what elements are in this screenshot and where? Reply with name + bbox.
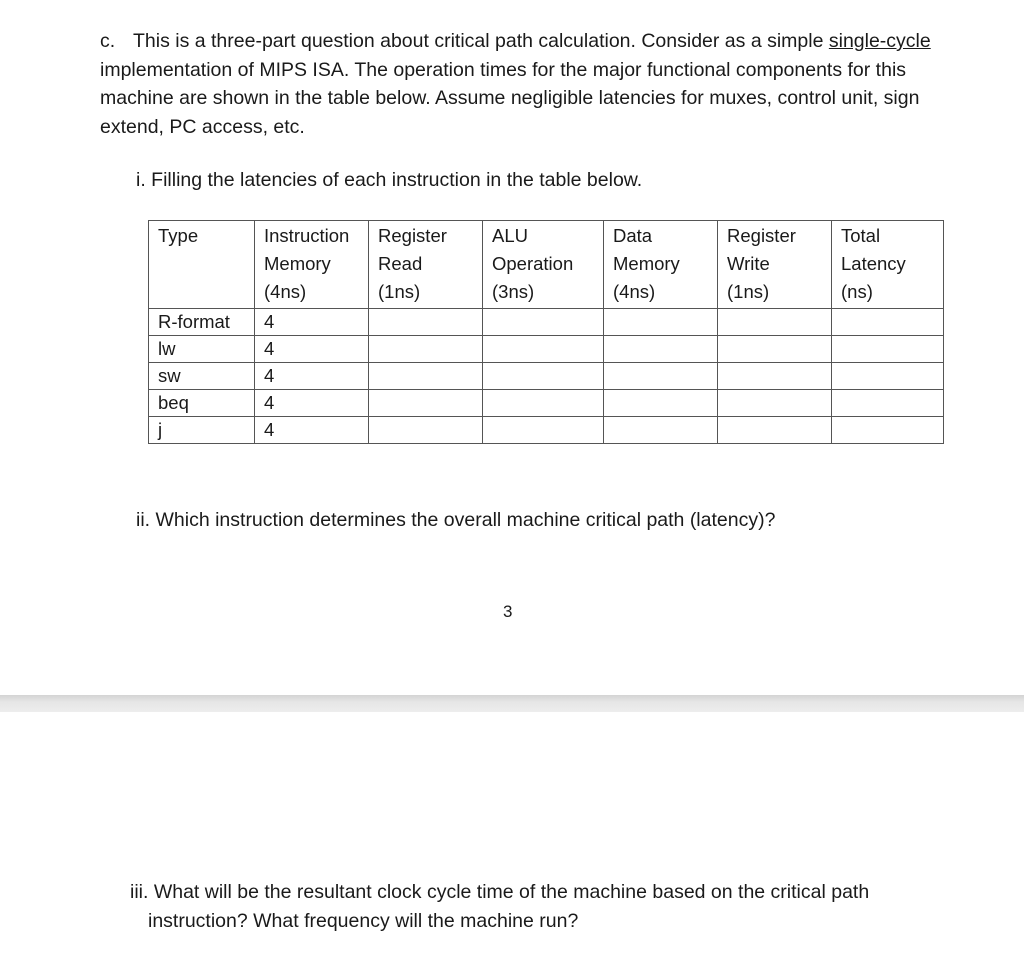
- cell-instruction-memory: 4: [255, 363, 369, 390]
- single-cycle-term: single-cycle: [828, 30, 931, 52]
- cell-register-read[interactable]: [369, 390, 483, 417]
- cell-type: sw: [149, 363, 255, 390]
- table-row: [149, 363, 944, 390]
- table-row: [149, 336, 944, 363]
- latency-table: [148, 220, 944, 444]
- cell-total-latency[interactable]: [832, 417, 944, 444]
- intro-text-start: This is a three-part question about critical path calculation. Consider as a simple: [133, 30, 829, 52]
- cell-type: j: [149, 417, 255, 444]
- header-register-read: Register Read (1ns): [369, 221, 483, 309]
- cell-alu-operation[interactable]: [483, 417, 604, 444]
- header-alu-operation: ALU Operation (3ns): [483, 221, 604, 309]
- part-iii-prompt: [130, 878, 950, 935]
- cell-type: R-format: [149, 309, 255, 336]
- page-break-divider: [0, 695, 1024, 712]
- header-total-latency: Total Latency (ns): [832, 221, 944, 309]
- cell-data-memory[interactable]: [604, 309, 718, 336]
- cell-register-read[interactable]: [369, 336, 483, 363]
- cell-data-memory[interactable]: [604, 363, 718, 390]
- table-row: [149, 390, 944, 417]
- header-type: Type: [149, 221, 255, 309]
- header-data-memory: Data Memory (4ns): [604, 221, 718, 309]
- table-row: [149, 309, 944, 336]
- cell-total-latency[interactable]: [832, 363, 944, 390]
- cell-register-read[interactable]: [369, 309, 483, 336]
- cell-alu-operation[interactable]: [483, 309, 604, 336]
- cell-register-write[interactable]: [718, 390, 832, 417]
- cell-instruction-memory: 4: [255, 390, 369, 417]
- cell-alu-operation[interactable]: [483, 390, 604, 417]
- cell-register-read[interactable]: [369, 417, 483, 444]
- cell-data-memory[interactable]: [604, 390, 718, 417]
- header-instruction-memory: Instruction Memory (4ns): [255, 221, 369, 309]
- cell-type: lw: [149, 336, 255, 363]
- question-marker: c.: [100, 30, 116, 52]
- part-iii-line-1: iii. What will be the resultant clock cycle time of the machine based on the critical path: [130, 881, 870, 903]
- intro-text-end: implementation of MIPS ISA. The operation times for the major functional components for this machine are shown in the table below. Assume negligible latencies for muxes, control unit, sign extend, PC access, etc.: [100, 58, 920, 138]
- part-i-prompt: i. Filling the latencies of each instruction in the table below.: [136, 169, 643, 191]
- cell-total-latency[interactable]: [832, 390, 944, 417]
- cell-data-memory[interactable]: [604, 417, 718, 444]
- part-iii-line-2: instruction? What frequency will the machine run?: [148, 909, 579, 932]
- question-intro: [100, 27, 960, 141]
- cell-instruction-memory: 4: [255, 417, 369, 444]
- cell-register-write[interactable]: [718, 363, 832, 390]
- part-ii-prompt: ii. Which instruction determines the overall machine critical path (latency)?: [136, 509, 776, 531]
- cell-total-latency[interactable]: [832, 309, 944, 336]
- table-row: [149, 417, 944, 444]
- cell-register-write[interactable]: [718, 417, 832, 444]
- cell-instruction-memory: 4: [255, 336, 369, 363]
- cell-instruction-memory: 4: [255, 309, 369, 336]
- cell-total-latency[interactable]: [832, 336, 944, 363]
- cell-alu-operation[interactable]: [483, 363, 604, 390]
- cell-type: beq: [149, 390, 255, 417]
- cell-register-write[interactable]: [718, 309, 832, 336]
- cell-register-read[interactable]: [369, 363, 483, 390]
- cell-data-memory[interactable]: [604, 336, 718, 363]
- table-header-row: [149, 221, 944, 309]
- cell-register-write[interactable]: [718, 336, 832, 363]
- page-number: 3: [503, 602, 513, 621]
- cell-alu-operation[interactable]: [483, 336, 604, 363]
- header-register-write: Register Write (1ns): [718, 221, 832, 309]
